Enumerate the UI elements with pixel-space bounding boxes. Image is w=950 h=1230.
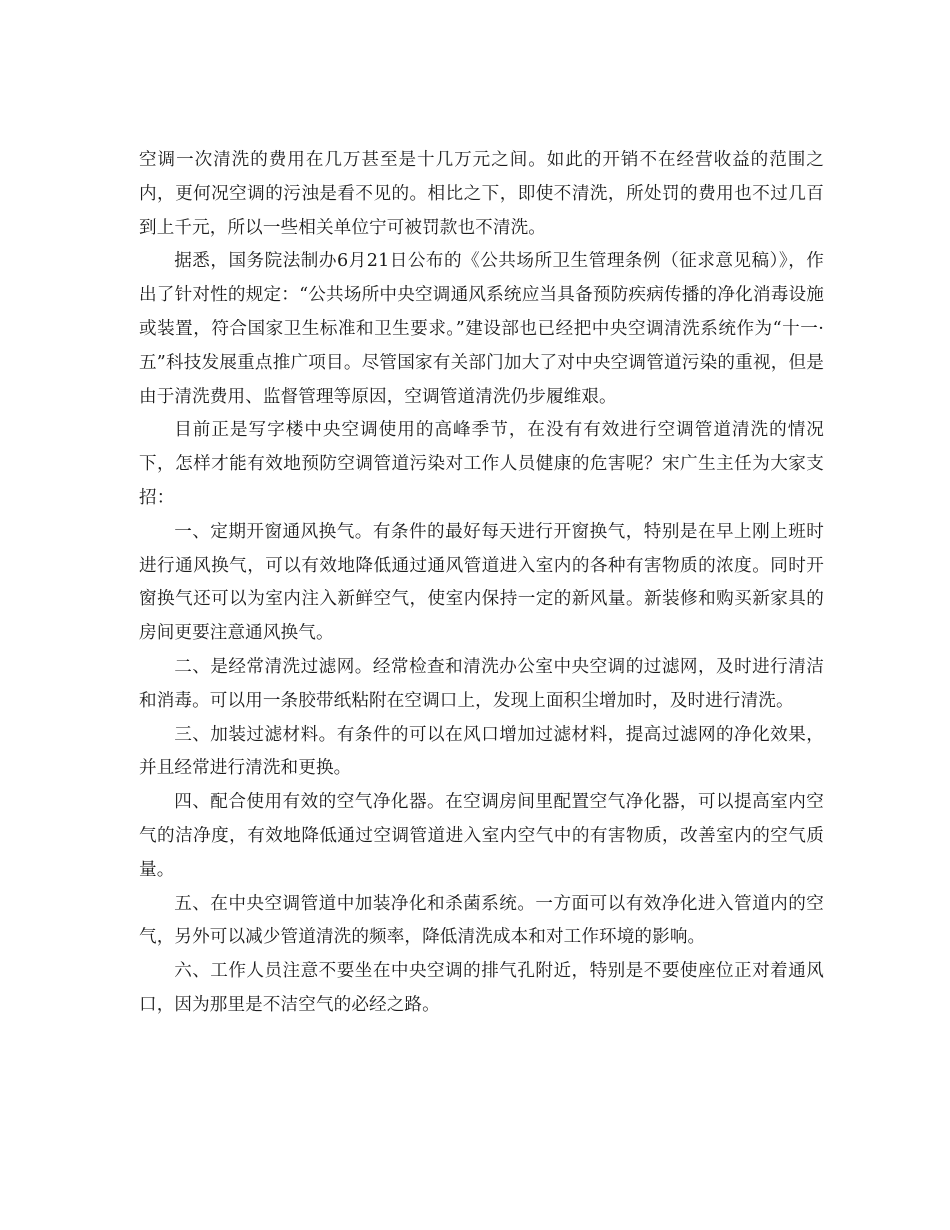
paragraph-tip-1: 一、定期开窗通风换气。有条件的最好每天进行开窗换气，特别是在早上刚上班时进行通风换气，可以有效地降低通过通风管道进入室内的各种有害物质的浓度。同时开窗换气还可以为室内注入新鲜空气，使室内保持一定的新风量。新装修和购买新家具的房间更要注意通风换气。 — [139, 521, 824, 644]
document-body — [139, 144, 824, 1023]
paragraph-tip-5: 五、在中央空调管道中加装净化和杀菌系统。一方面可以有效净化进入管道内的空气，另外可以减少管道清洗的频率，降低清洗成本和对工作环境的影响。 — [139, 893, 824, 948]
paragraph-regulation: 据悉，国务院法制办6月21日公布的《公共场所卫生管理条例（征求意见稿）》，作出了针对性的规定：“公共场所中央空调通风系统应当具备预防疾病传播的净化消毒设施或装置，符合国家卫生标准和卫生要求。”建设部也已经把中央空调清洗系统作为“十一·五”科技发展重点推广项目。尽管国家有关部门加大了对中央空调管道污染的重视，但是由于清洗费用、监督管理等原因，空调管道清洗仍步履维艰。 — [139, 251, 824, 407]
paragraph-tip-3: 三、加装过滤材料。有条件的可以在风口增加过滤材料，提高过滤网的净化效果，并且经常进行清洗和更换。 — [139, 724, 824, 779]
paragraph-tip-2: 二、是经常清洗过滤网。经常检查和清洗办公室中央空调的过滤网，及时进行清洁和消毒。可以用一条胶带纸粘附在空调口上，发现上面积尘增加时，及时进行清洗。 — [139, 656, 824, 711]
paragraph-context: 目前正是写字楼中央空调使用的高峰季节，在没有有效进行空调管道清洗的情况下，怎样才能有效地预防空调管道污染对工作人员健康的危害呢？宋广生主任为大家支招： — [139, 420, 824, 508]
paragraph-tip-4: 四、配合使用有效的空气净化器。在空调房间里配置空气净化器，可以提高室内空气的洁净度，有效地降低通过空调管道进入室内空气中的有害物质，改善室内的空气质量。 — [139, 792, 824, 880]
paragraph-tip-6: 六、工作人员注意不要坐在中央空调的排气孔附近，特别是不要使座位正对着通风口，因为那里是不洁空气的必经之路。 — [139, 961, 824, 1015]
paragraph-intro: 空调一次清洗的费用在几万甚至是十几万元之间。如此的开销不在经营收益的范围之内，更何况空调的污浊是看不见的。相比之下，即使不清洗，所处罚的费用也不过几百到上千元，所以一些相关单位宁可被罚款也不清洗。 — [139, 150, 824, 238]
